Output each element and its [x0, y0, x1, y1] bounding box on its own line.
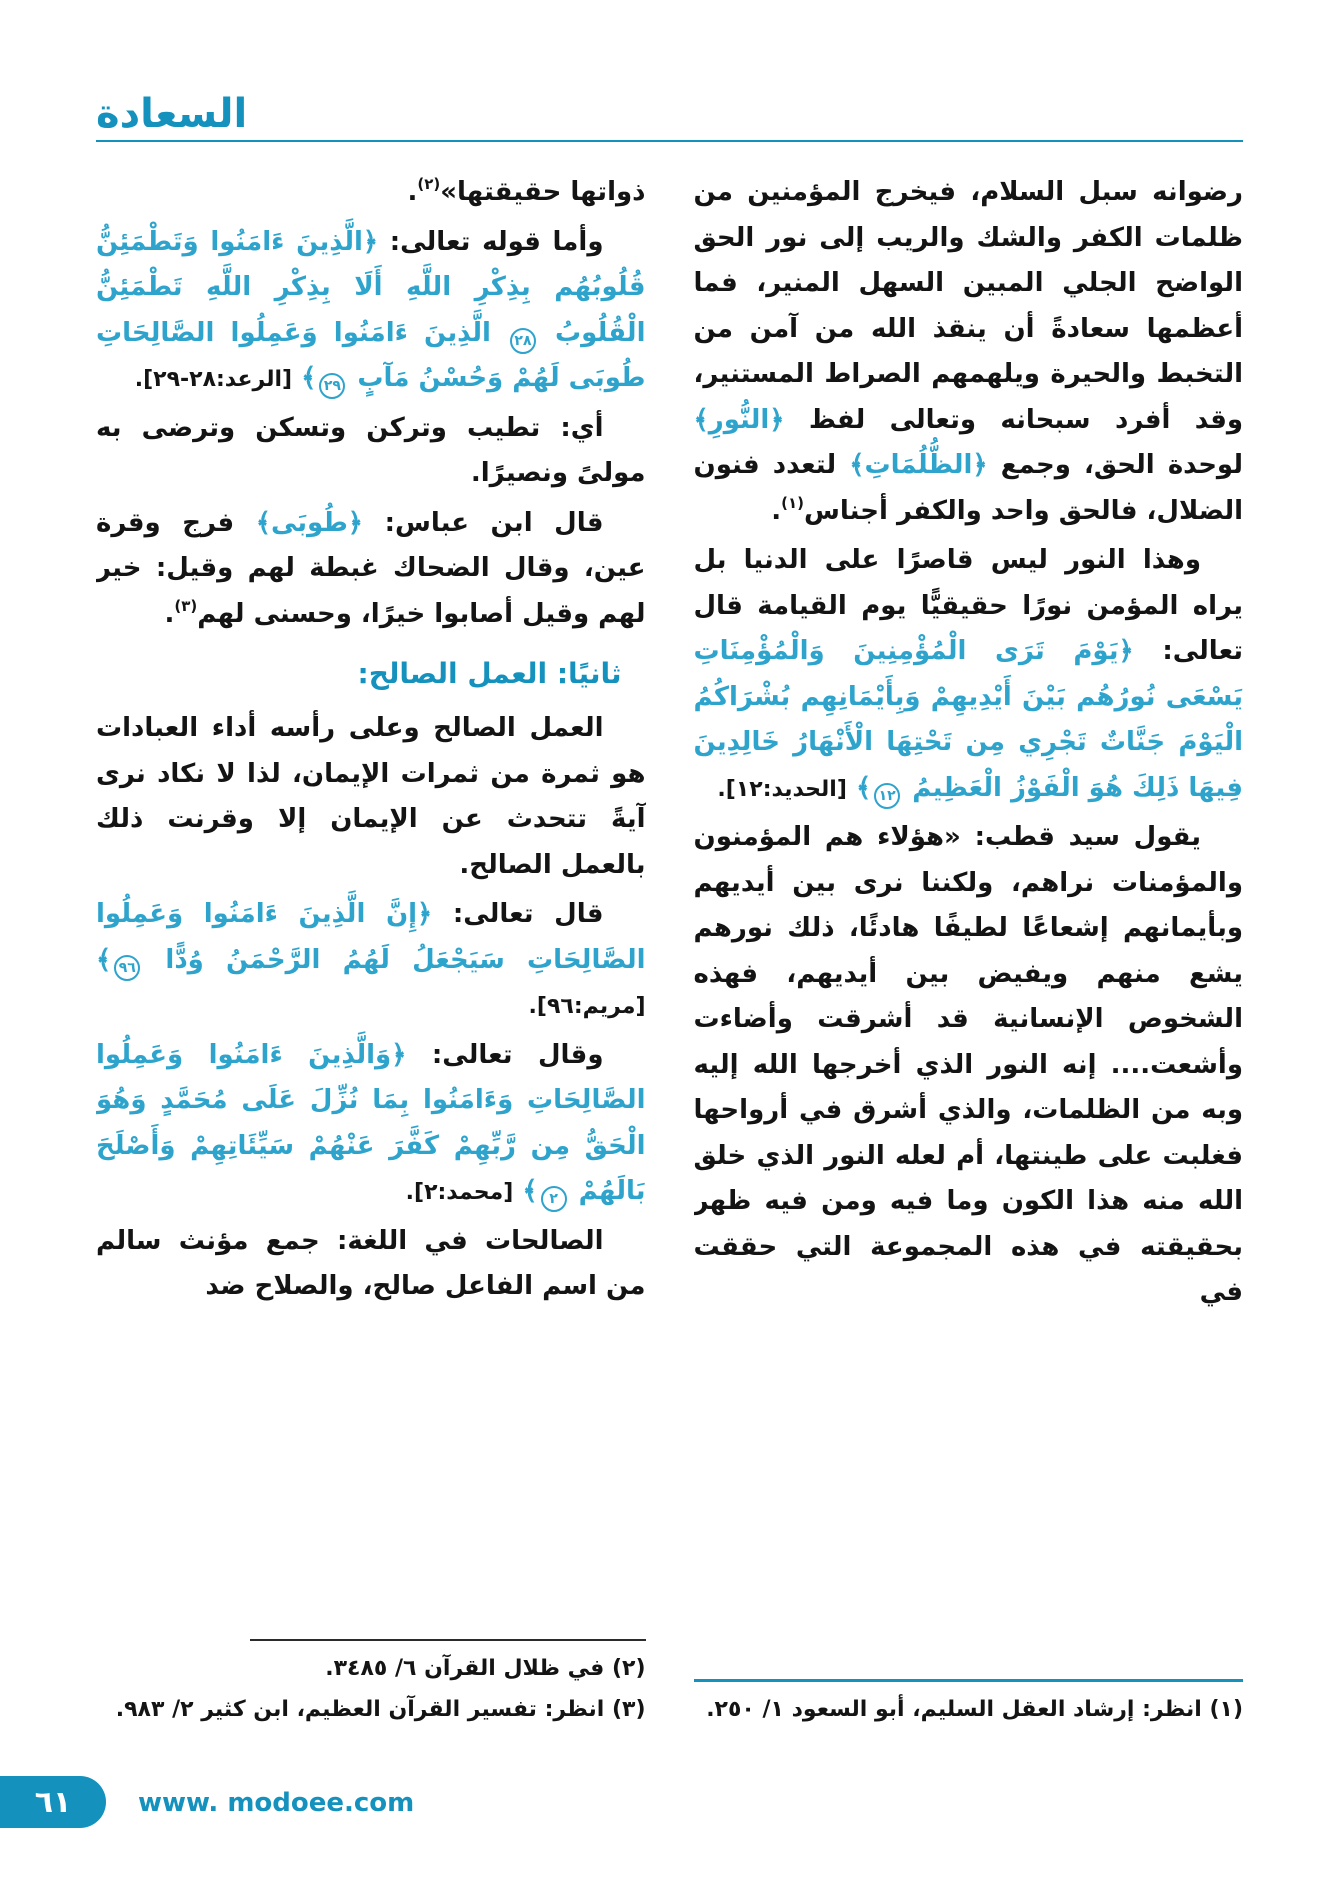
footnote-marker: (١) — [781, 493, 805, 512]
verse-reference: [محمد:٢]. — [405, 1180, 514, 1205]
page-title: السعادة — [96, 91, 248, 137]
paragraph — [96, 892, 646, 1029]
footnote-marker: (٢) — [417, 175, 441, 193]
verse-reference: [الحديد:١٢]. — [717, 776, 847, 802]
page-number-badge — [0, 1776, 106, 1828]
body-text: وهذا النور ليس قاصرًا على الدنيا بل يراه المؤمن نورًا حقيقيًّا يوم القيامة قال تعالى: — [693, 545, 1243, 666]
body-text — [292, 363, 301, 393]
body-text: أي: تطيب وتركن وتسكن وترضى به مولىً ونصيرًا. — [96, 412, 646, 488]
body-text: رضوانه سبل السلام، فيخرج المؤمنين من ظلمات الكفر والشك والريب إلى نور الحق الواضح الجلي المبين السهل المنير، فما أعظمها سعادةً أن ينقذ الله من آمن من التخبط والحيرة ويلهمهم الصراط المستنير، وقد أفرد سبحانه وتعالى لفظ — [693, 177, 1243, 435]
body-text: لتعدد فنون الضلال، فالحق واحد والكفر أجناس — [693, 450, 1243, 526]
ayah-number: ٢ — [541, 1186, 567, 1212]
paragraph — [96, 1033, 646, 1215]
paragraph — [694, 815, 1244, 1316]
left-column-text — [96, 170, 646, 1314]
body-text: العمل الصالح وعلى رأسه أداء العبادات هو ثمرة من ثمرات الإيمان، لذا لا نكاد نرى آيةً تتحدث عن الإيمان إلا وقرنت ذلك بالعمل الصالح. — [96, 713, 646, 880]
footnote-marker: (٣) — [174, 596, 198, 615]
ayah-number: ٢٩ — [319, 373, 345, 399]
ayah-number: ٢٨ — [510, 328, 536, 354]
body-text: . — [407, 177, 418, 207]
right-footnote-list — [694, 1692, 1244, 1728]
footnote-separator — [250, 1639, 646, 1641]
right-column-text — [694, 170, 1244, 1320]
paragraph — [694, 538, 1244, 811]
quran-verse: ﴿إِنَّ الَّذِينَ ءَامَنُوا وَعَمِلُوا الصَّالِحَاتِ سَيَجْعَلُ لَهُمُ الرَّحْمَنُ وُدًّا — [96, 899, 646, 975]
quran-verse: ﴾ — [301, 363, 317, 393]
body-text: فرج وقرة عين، وقال الضحاك غبطة لهم وقيل: خير لهم وقيل أصابوا خيرًا، وحسنى لهم — [96, 507, 646, 629]
verse-reference: [مريم:٩٦]. — [528, 994, 646, 1019]
footnote — [96, 1692, 646, 1728]
body-text: لوحدة الحق، وجمع — [987, 450, 1243, 480]
website-text: www. modoee.com — [138, 1788, 415, 1818]
body-text — [847, 773, 856, 803]
section-heading — [96, 649, 646, 698]
body-text: . — [771, 495, 782, 526]
quran-verse: ﴿الَّذِينَ ءَامَنُوا وَتَطْمَئِنُّ قُلُوبُهُم بِذِكْرِ اللَّهِ أَلَا بِذِكْرِ اللَّهِ تَطْمَئِنُّ الْقُلُوبُ — [96, 226, 646, 348]
body-text: (٢) في ظلال القرآن ٦/ ٣٤٨٥. — [325, 1656, 646, 1682]
quran-verse: ﴾ — [855, 772, 872, 803]
quran-verse: ﴿النُّورِ﴾ — [693, 404, 785, 435]
content-columns — [96, 170, 1243, 1732]
body-text — [513, 1176, 522, 1206]
body-text: . — [164, 598, 175, 629]
footnote — [96, 1651, 646, 1687]
page-number: ٦١ — [34, 1784, 72, 1820]
quran-verse: ﴾ — [522, 1176, 538, 1206]
paragraph — [96, 1219, 646, 1310]
quran-verse: الَّذِينَ ءَامَنُوا وَعَمِلُوا الصَّالِحَاتِ طُوبَى لَهُمْ وَحُسْنُ مَآبٍ — [96, 317, 646, 393]
paragraph — [694, 170, 1244, 534]
body-text: (٣) انظر: تفسير القرآن العظيم، ابن كثير ٢/ ٩٨٣. — [115, 1696, 646, 1722]
footnote-separator — [694, 1679, 1244, 1682]
left-footnote-list — [96, 1651, 646, 1728]
quran-verse: ﴿وَالَّذِينَ ءَامَنُوا وَعَمِلُوا الصَّالِحَاتِ وَءَامَنُوا بِمَا نُزِّلَ عَلَى مُحَمَّدٍ وَهُوَ الْحَقُّ مِن رَّبِّهِمْ كَفَّرَ عَنْهُمْ سَيِّئَاتِهِمْ وَأَصْلَحَ بَالَهُمْ — [96, 1039, 646, 1206]
body-text: ذواتها حقيقتها» — [440, 177, 646, 207]
quran-verse: ﴾ — [96, 944, 112, 975]
right-footnote-block — [694, 1679, 1244, 1732]
body-text: وقال تعالى: — [406, 1039, 604, 1070]
body-text: يقول سيد قطب: «هؤلاء هم المؤمنون والمؤمنات نراهم، ولكننا نرى بين أيديهم وبأيمانهم إشعاعًا لطيفًا هادئًا، ذلك نورهم يشع منهم ويفيض بين أيديهم، فهذه الشخوص الإنسانية قد أشرقت وأضاءت وأشعت.... إنه النور الذي أخرجها الله إليه وبه من الظلمات، والذي أشرق في أرواحها فغلبت على طينتها، أم لعله النور الذي خلق الله منه هذا الكون وما فيه ومن فيه ظهر بحقيقته في هذه المجموعة التي حققت في — [693, 822, 1243, 1307]
body-text: الصالحات في اللغة: جمع مؤنث سالم من اسم الفاعل صالح، والصلاح ضد — [96, 1225, 646, 1301]
paragraph — [96, 220, 646, 402]
quran-verse: ﴿طُوبَى﴾ — [255, 507, 364, 538]
paragraph — [96, 170, 646, 216]
left-footnote-block — [96, 1639, 646, 1732]
body-text: قال ابن عباس: — [363, 507, 604, 538]
body-text: (١) انظر: إرشاد العقل السليم، أبو السعود ١/ ٢٥٠. — [706, 1696, 1243, 1722]
paragraph — [96, 501, 646, 638]
body-text: قال تعالى: — [432, 899, 604, 929]
body-text: ثانيًا: العمل الصالح: — [357, 657, 622, 690]
left-column — [96, 170, 646, 1732]
right-column — [694, 170, 1244, 1732]
quran-verse: ﴿الظُّلُمَاتِ﴾ — [849, 450, 988, 480]
body-text: وأما قوله تعالى: — [378, 226, 604, 257]
footnote — [694, 1692, 1244, 1728]
paragraph — [96, 406, 646, 497]
quran-verse: ﴿يَوْمَ تَرَى الْمُؤْمِنِينَ وَالْمُؤْمِنَاتِ يَسْعَى نُورُهُم بَيْنَ أَيْدِيهِمْ وَبِأَيْمَانِهِم بُشْرَاكُمُ الْيَوْمَ جَنَّاتٌ تَجْرِي مِن تَحْتِهَا الْأَنْهَارُ خَالِدِينَ فِيهَا ذَلِكَ هُوَ الْفَوْزُ الْعَظِيمُ — [693, 636, 1243, 803]
ayah-number: ١٢ — [874, 783, 900, 809]
ayah-number: ٩٦ — [114, 955, 140, 981]
verse-reference: [الرعد:٢٨-٢٩]. — [134, 367, 293, 392]
paragraph — [96, 706, 646, 888]
page-header — [96, 0, 1243, 142]
